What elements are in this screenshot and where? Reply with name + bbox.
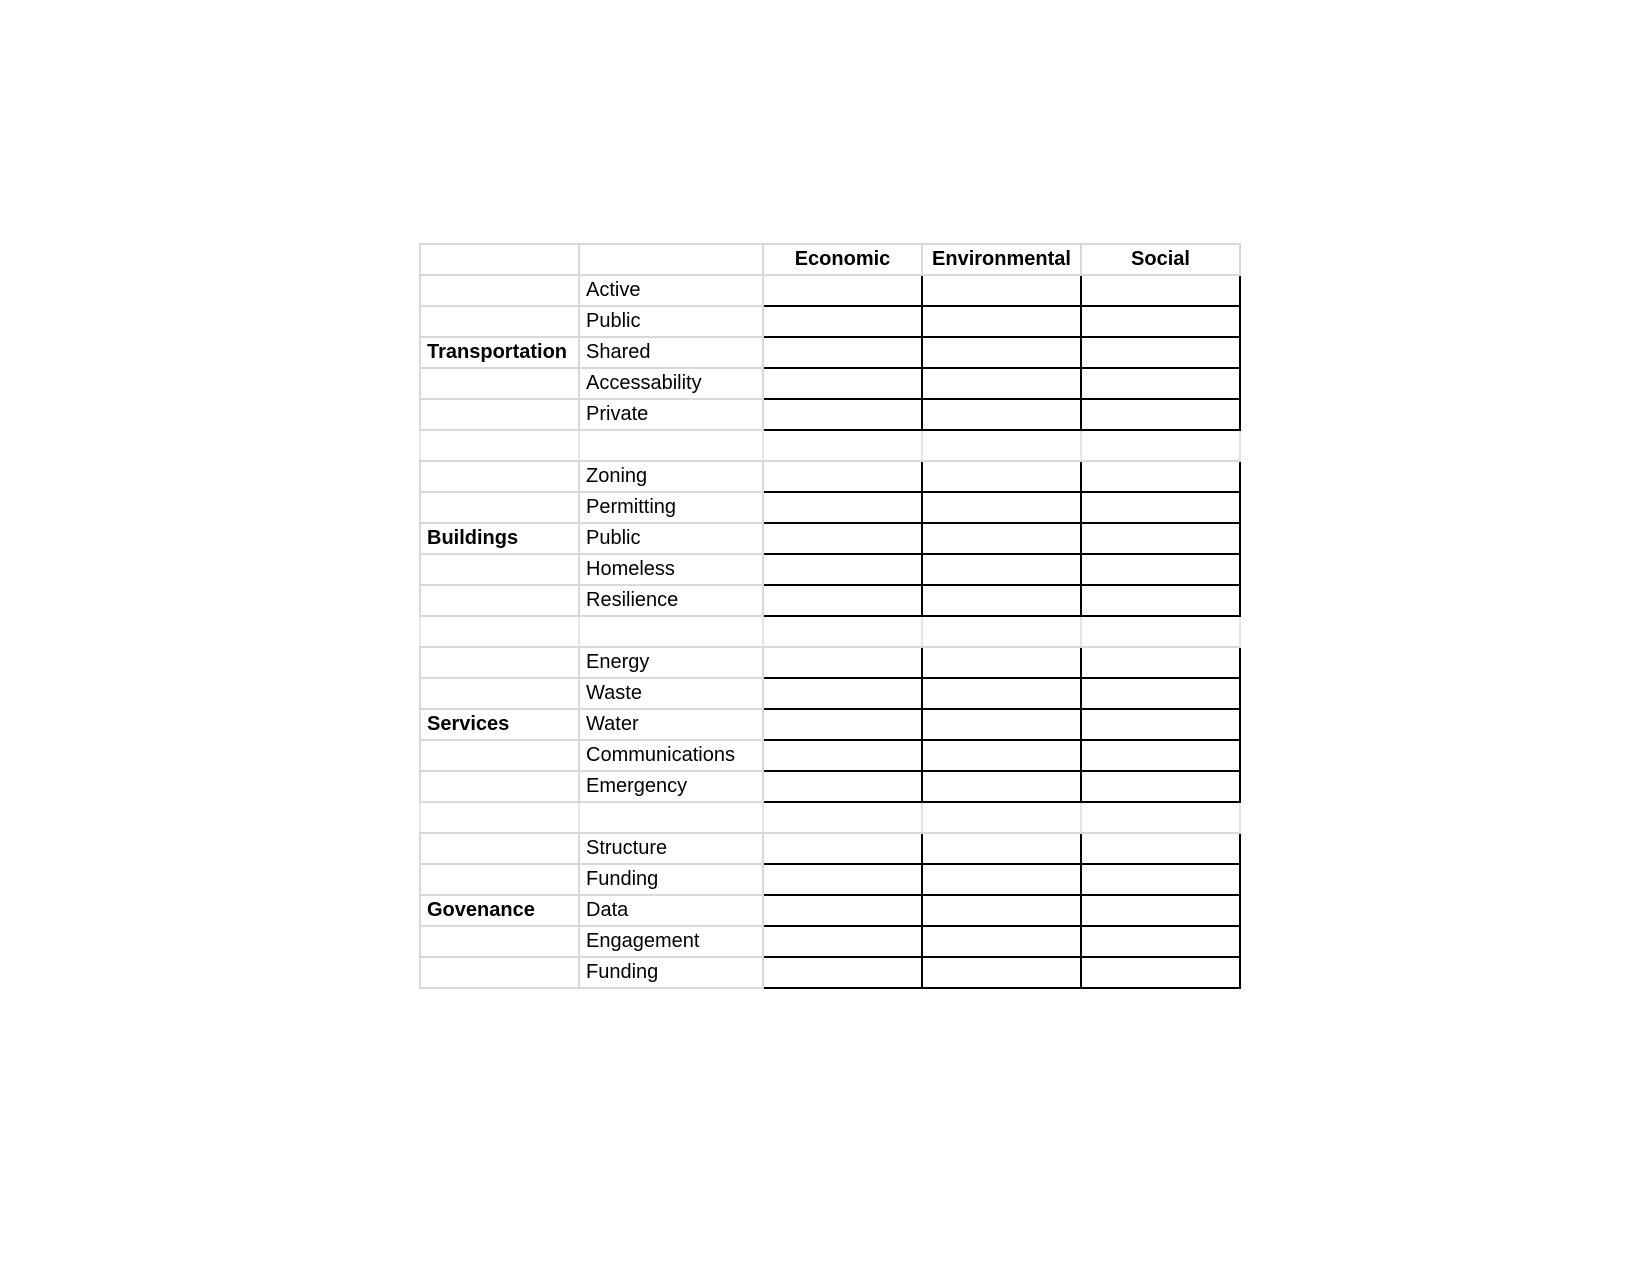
rating-cell-environmental[interactable] xyxy=(922,585,1081,616)
rating-cell-environmental[interactable] xyxy=(922,926,1081,957)
table-row xyxy=(420,678,1240,709)
subcategory-label: Shared xyxy=(579,337,763,368)
spacer-cell xyxy=(763,802,922,833)
rating-cell-environmental[interactable] xyxy=(922,554,1081,585)
table-row xyxy=(420,368,1240,399)
rating-cell-economic[interactable] xyxy=(763,399,922,430)
rating-cell-social[interactable] xyxy=(1081,678,1240,709)
spacer-row xyxy=(420,616,1240,647)
category-cell xyxy=(420,678,579,709)
category-cell xyxy=(420,399,579,430)
rating-cell-economic[interactable] xyxy=(763,337,922,368)
rating-cell-environmental[interactable] xyxy=(922,740,1081,771)
subcategory-label: Active xyxy=(579,275,763,306)
table-row xyxy=(420,399,1240,430)
subcategory-label: Public xyxy=(579,523,763,554)
subcategory-label: Structure xyxy=(579,833,763,864)
subcategory-label: Homeless xyxy=(579,554,763,585)
spacer-cell xyxy=(420,616,579,647)
category-cell xyxy=(420,957,579,988)
rating-cell-economic[interactable] xyxy=(763,368,922,399)
category-label: Services xyxy=(420,709,579,740)
rating-cell-economic[interactable] xyxy=(763,306,922,337)
rating-cell-environmental[interactable] xyxy=(922,492,1081,523)
spacer-row xyxy=(420,802,1240,833)
table-row xyxy=(420,895,1240,926)
spacer-cell xyxy=(1081,430,1240,461)
spacer-cell xyxy=(420,430,579,461)
category-cell xyxy=(420,461,579,492)
table-row xyxy=(420,523,1240,554)
spacer-cell xyxy=(420,802,579,833)
rating-cell-social[interactable] xyxy=(1081,399,1240,430)
spacer-cell xyxy=(579,430,763,461)
rating-cell-social[interactable] xyxy=(1081,709,1240,740)
rating-cell-environmental[interactable] xyxy=(922,678,1081,709)
category-cell xyxy=(420,740,579,771)
subcategory-label: Zoning xyxy=(579,461,763,492)
header-environmental: Environmental xyxy=(922,244,1081,275)
subcategory-label: Engagement xyxy=(579,926,763,957)
rating-cell-economic[interactable] xyxy=(763,461,922,492)
rating-cell-social[interactable] xyxy=(1081,461,1240,492)
rating-cell-environmental[interactable] xyxy=(922,306,1081,337)
rating-cell-economic[interactable] xyxy=(763,585,922,616)
table-row xyxy=(420,709,1240,740)
rating-cell-economic[interactable] xyxy=(763,771,922,802)
subcategory-label: Communications xyxy=(579,740,763,771)
matrix-table xyxy=(419,243,1241,989)
category-label: Buildings xyxy=(420,523,579,554)
category-cell xyxy=(420,926,579,957)
spacer-cell xyxy=(922,430,1081,461)
table-row xyxy=(420,833,1240,864)
spacer-cell xyxy=(922,616,1081,647)
rating-cell-social[interactable] xyxy=(1081,957,1240,988)
category-cell xyxy=(420,647,579,678)
table-row xyxy=(420,864,1240,895)
category-cell xyxy=(420,864,579,895)
subcategory-label: Energy xyxy=(579,647,763,678)
rating-cell-social[interactable] xyxy=(1081,926,1240,957)
header-empty-cell xyxy=(579,244,763,275)
rating-cell-environmental[interactable] xyxy=(922,771,1081,802)
category-cell xyxy=(420,275,579,306)
spacer-cell xyxy=(579,802,763,833)
table-row xyxy=(420,554,1240,585)
spacer-cell xyxy=(922,802,1081,833)
rating-cell-environmental[interactable] xyxy=(922,368,1081,399)
spacer-cell xyxy=(763,616,922,647)
rating-cell-economic[interactable] xyxy=(763,523,922,554)
subcategory-label: Funding xyxy=(579,957,763,988)
spacer-cell xyxy=(1081,802,1240,833)
rating-cell-social[interactable] xyxy=(1081,306,1240,337)
header-empty-cell xyxy=(420,244,579,275)
rating-cell-social[interactable] xyxy=(1081,337,1240,368)
category-cell xyxy=(420,771,579,802)
rating-cell-social[interactable] xyxy=(1081,585,1240,616)
spacer-cell xyxy=(1081,616,1240,647)
subcategory-label: Public xyxy=(579,306,763,337)
rating-cell-environmental[interactable] xyxy=(922,523,1081,554)
table-row xyxy=(420,492,1240,523)
table-row xyxy=(420,771,1240,802)
spacer-cell xyxy=(763,430,922,461)
header-row xyxy=(420,244,1240,275)
table-row xyxy=(420,647,1240,678)
header-social: Social xyxy=(1081,244,1240,275)
rating-cell-social[interactable] xyxy=(1081,523,1240,554)
rating-cell-environmental[interactable] xyxy=(922,957,1081,988)
rating-cell-environmental[interactable] xyxy=(922,461,1081,492)
rating-cell-environmental[interactable] xyxy=(922,833,1081,864)
rating-cell-social[interactable] xyxy=(1081,771,1240,802)
rating-cell-social[interactable] xyxy=(1081,895,1240,926)
rating-cell-social[interactable] xyxy=(1081,833,1240,864)
table-row xyxy=(420,740,1240,771)
rating-cell-economic[interactable] xyxy=(763,864,922,895)
rating-cell-environmental[interactable] xyxy=(922,647,1081,678)
spacer-cell xyxy=(579,616,763,647)
category-cell xyxy=(420,585,579,616)
rating-cell-social[interactable] xyxy=(1081,275,1240,306)
rating-cell-economic[interactable] xyxy=(763,678,922,709)
rating-cell-social[interactable] xyxy=(1081,740,1240,771)
rating-cell-social[interactable] xyxy=(1081,554,1240,585)
category-label: Transportation xyxy=(420,337,579,368)
rating-cell-economic[interactable] xyxy=(763,275,922,306)
category-cell xyxy=(420,368,579,399)
rating-cell-economic[interactable] xyxy=(763,554,922,585)
matrix-body xyxy=(420,244,1240,988)
rating-cell-environmental[interactable] xyxy=(922,275,1081,306)
table-row xyxy=(420,337,1240,368)
subcategory-label: Water xyxy=(579,709,763,740)
rating-cell-environmental[interactable] xyxy=(922,864,1081,895)
rating-cell-social[interactable] xyxy=(1081,492,1240,523)
header-economic: Economic xyxy=(763,244,922,275)
subcategory-label: Data xyxy=(579,895,763,926)
rating-cell-economic[interactable] xyxy=(763,895,922,926)
subcategory-label: Resilience xyxy=(579,585,763,616)
rating-cell-environmental[interactable] xyxy=(922,399,1081,430)
subcategory-label: Funding xyxy=(579,864,763,895)
subcategory-label: Emergency xyxy=(579,771,763,802)
rating-cell-social[interactable] xyxy=(1081,368,1240,399)
spacer-row xyxy=(420,430,1240,461)
table-row xyxy=(420,306,1240,337)
rating-cell-economic[interactable] xyxy=(763,709,922,740)
rating-cell-environmental[interactable] xyxy=(922,337,1081,368)
category-label: Govenance xyxy=(420,895,579,926)
subcategory-label: Private xyxy=(579,399,763,430)
rating-cell-economic[interactable] xyxy=(763,647,922,678)
table-row xyxy=(420,461,1240,492)
category-cell xyxy=(420,554,579,585)
table-row xyxy=(420,275,1240,306)
rating-cell-economic[interactable] xyxy=(763,926,922,957)
table-row xyxy=(420,585,1240,616)
rating-cell-economic[interactable] xyxy=(763,833,922,864)
category-cell xyxy=(420,833,579,864)
rating-cell-social[interactable] xyxy=(1081,647,1240,678)
subcategory-label: Permitting xyxy=(579,492,763,523)
rating-cell-economic[interactable] xyxy=(763,957,922,988)
rating-cell-economic[interactable] xyxy=(763,492,922,523)
subcategory-label: Accessability xyxy=(579,368,763,399)
rating-cell-environmental[interactable] xyxy=(922,709,1081,740)
table-row xyxy=(420,926,1240,957)
category-cell xyxy=(420,492,579,523)
rating-cell-environmental[interactable] xyxy=(922,895,1081,926)
subcategory-label: Waste xyxy=(579,678,763,709)
category-cell xyxy=(420,306,579,337)
table-row xyxy=(420,957,1240,988)
rating-cell-economic[interactable] xyxy=(763,740,922,771)
rating-cell-social[interactable] xyxy=(1081,864,1240,895)
